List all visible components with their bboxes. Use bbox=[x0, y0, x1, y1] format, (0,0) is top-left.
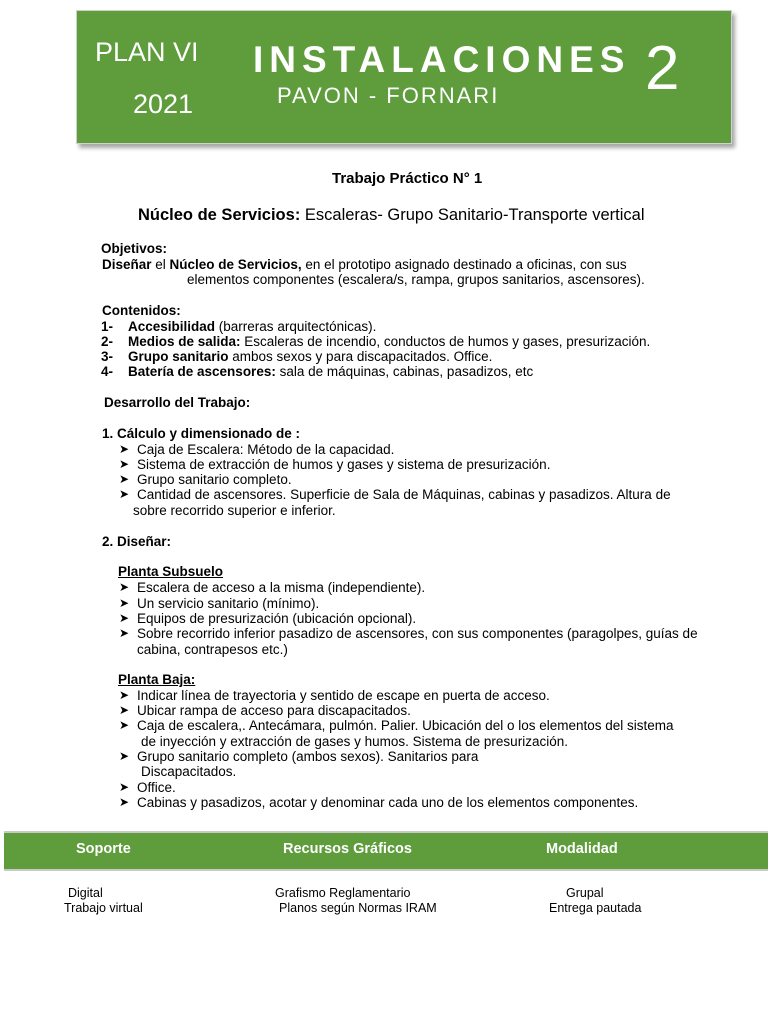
arrow-bullet-icon: ➤ bbox=[119, 718, 130, 732]
list-item: Sobre recorrido inferior pasadizo de ascensores, con sus componentes (paragolpes, guías de bbox=[137, 626, 698, 641]
contenido-num: 3- bbox=[101, 349, 114, 364]
list-item: Grupo sanitario completo. bbox=[137, 472, 292, 487]
list-item: Escalera de acceso a la misma (independiente). bbox=[137, 580, 426, 595]
arrow-bullet-icon: ➤ bbox=[119, 795, 130, 809]
contenido-item bbox=[101, 334, 650, 349]
arrow-bullet-icon: ➤ bbox=[119, 457, 130, 471]
objetivos-line1 bbox=[102, 257, 627, 272]
contenido-item bbox=[101, 364, 533, 379]
desarrollo-label: Desarrollo del Trabajo: bbox=[104, 395, 251, 410]
footer-cell: Digital bbox=[68, 886, 103, 900]
list-item: Ubicar rampa de acceso para discapacitados. bbox=[137, 703, 411, 718]
contenido-bold: Batería de ascensores: bbox=[128, 364, 276, 379]
arrow-bullet-icon: ➤ bbox=[119, 596, 130, 610]
nucleo-bold: Núcleo de Servicios: bbox=[138, 206, 301, 224]
arrow-bullet-icon: ➤ bbox=[119, 442, 130, 456]
contenido-text: sala de máquinas, cabinas, pasadizos, etc bbox=[275, 364, 534, 379]
professors-label: PAVON - FORNARI bbox=[277, 83, 500, 108]
course-number: 2 bbox=[645, 34, 680, 103]
obj-bold-nucleo: Núcleo de Servicios, bbox=[169, 257, 302, 272]
list-item: Caja de escalera,. Antecámara, pulmón. Palier. Ubicación del o los elementos del sistema bbox=[137, 718, 674, 733]
list-item: Office. bbox=[137, 780, 176, 795]
footer-cell: Entrega pautada bbox=[549, 901, 642, 915]
footer-header-bar bbox=[4, 831, 768, 871]
list-item: Equipos de presurización (ubicación opcional). bbox=[137, 611, 417, 626]
obj-text-rest: en el prototipo asignado destinado a oficinas, con sus bbox=[301, 257, 627, 272]
course-title: INSTALACIONES bbox=[253, 39, 631, 80]
subsuelo-label: Planta Subsuelo bbox=[118, 564, 224, 579]
footer-cell: Grupal bbox=[566, 886, 604, 900]
list-item: Sistema de extracción de humos y gases y sistema de presurización. bbox=[137, 457, 551, 472]
arrow-bullet-icon: ➤ bbox=[119, 472, 130, 486]
header-banner bbox=[76, 10, 732, 144]
contenido-bold: Accesibilidad bbox=[128, 319, 216, 334]
arrow-bullet-icon: ➤ bbox=[119, 626, 130, 640]
obj-text: el bbox=[151, 257, 170, 272]
contenidos-label: Contenidos: bbox=[102, 303, 181, 318]
arrow-bullet-icon: ➤ bbox=[119, 487, 130, 501]
arrow-bullet-icon: ➤ bbox=[119, 703, 130, 717]
arrow-bullet-icon: ➤ bbox=[119, 780, 130, 794]
arrow-bullet-icon: ➤ bbox=[119, 580, 130, 594]
contenido-num: 4- bbox=[101, 364, 114, 379]
contenido-num: 1- bbox=[101, 319, 114, 334]
list-item: Grupo sanitario completo (ambos sexos). Sanitarios para bbox=[137, 749, 479, 764]
plan-label: PLAN VI bbox=[95, 37, 199, 67]
contenido-bold: Medios de salida: bbox=[128, 334, 241, 349]
list-item: Un servicio sanitario (mínimo). bbox=[137, 596, 320, 611]
objetivos-line2: elementos componentes (escalera/s, rampa, grupos sanitarios, ascensores). bbox=[187, 272, 645, 287]
footer-header-recursos: Recursos Gráficos bbox=[283, 841, 412, 857]
list-item-cont: cabina, contrapesos etc.) bbox=[137, 642, 288, 657]
footer-cell: Trabajo virtual bbox=[64, 901, 143, 915]
nucleo-rest: Escaleras- Grupo Sanitario-Transporte vertical bbox=[300, 206, 645, 224]
contenido-text: (barreras arquitectónicas). bbox=[215, 319, 377, 334]
nucleo-heading bbox=[138, 206, 645, 225]
footer-cell: Grafismo Reglamentario bbox=[275, 886, 411, 900]
contenido-text: Escaleras de incendio, conductos de humos y gases, presurización. bbox=[240, 334, 651, 349]
footer-cell: Planos según Normas IRAM bbox=[279, 901, 437, 915]
contenido-bold: Grupo sanitario bbox=[128, 349, 229, 364]
objetivos-label: Objetivos: bbox=[101, 241, 168, 256]
list-item: Caja de Escalera: Método de la capacidad. bbox=[137, 442, 395, 457]
list-item-cont: Discapacitados. bbox=[141, 764, 237, 779]
footer-header-modalidad: Modalidad bbox=[546, 841, 618, 857]
calculo-label: 1. Cálculo y dimensionado de : bbox=[102, 426, 301, 441]
contenido-item bbox=[101, 349, 492, 364]
arrow-bullet-icon: ➤ bbox=[119, 611, 130, 625]
arrow-bullet-icon: ➤ bbox=[119, 688, 130, 702]
contenido-num: 2- bbox=[101, 334, 114, 349]
list-item: Cabinas y pasadizos, acotar y denominar cada uno de los elementos componentes. bbox=[137, 795, 639, 810]
baja-label: Planta Baja: bbox=[118, 672, 196, 687]
contenido-text: ambos sexos y para discapacitados. Office. bbox=[228, 349, 493, 364]
list-item: Indicar línea de trayectoria y sentido de escape en puerta de acceso. bbox=[137, 688, 550, 703]
year-label: 2021 bbox=[133, 89, 194, 119]
list-item: Cantidad de ascensores. Superficie de Sala de Máquinas, cabinas y pasadizos. Altura de bbox=[137, 487, 671, 502]
obj-bold-disenar: Diseñar bbox=[102, 257, 152, 272]
tp-title: Trabajo Práctico N° 1 bbox=[332, 170, 483, 187]
footer-header-soporte: Soporte bbox=[76, 841, 131, 857]
list-item-cont: de inyección y extracción de gases y humos. Sistema de presurización. bbox=[141, 734, 568, 749]
contenido-item bbox=[101, 319, 376, 334]
disenar-label: 2. Diseñar: bbox=[102, 534, 172, 549]
list-item-cont: sobre recorrido superior e inferior. bbox=[133, 503, 336, 518]
arrow-bullet-icon: ➤ bbox=[119, 749, 130, 763]
